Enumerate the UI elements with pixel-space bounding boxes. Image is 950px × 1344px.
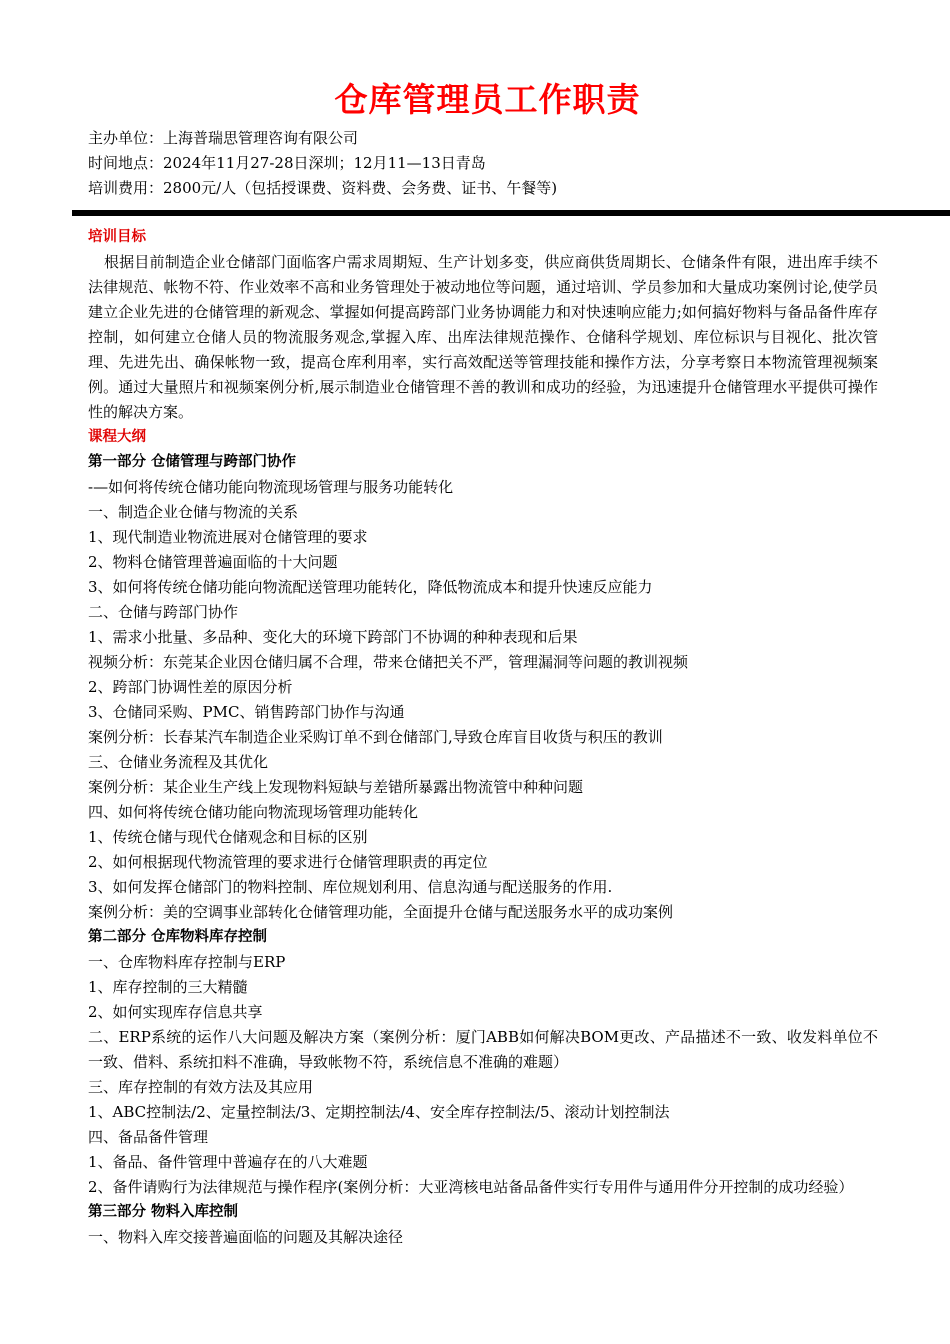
outline-item: 案例分析：美的空调事业部转化仓储管理功能，全面提升仓储与配送服务水平的成功案例 xyxy=(88,903,674,921)
outline-item: 2、物料仓储管理普遍面临的十大问题 xyxy=(88,553,338,571)
outline-item: 三、库存控制的有效方法及其应用 xyxy=(88,1078,314,1096)
outline-item: 3、如何将传统仓储功能向物流配送管理功能转化，降低物流成本和提升快速反应能力 xyxy=(88,578,653,596)
outline-item: 四、备品备件管理 xyxy=(88,1128,209,1146)
section-heading-goal: 培训目标 xyxy=(88,229,146,245)
outline-item: 一、物料入库交接普遍面临的问题及其解决途径 xyxy=(88,1228,404,1246)
outline-item: 案例分析：长春某汽车制造企业采购订单不到仓储部门,导致仓库盲目收货与积压的教训 xyxy=(88,728,663,746)
outline-item: 一、制造企业仓储与物流的关系 xyxy=(88,503,299,521)
section-heading-outline: 课程大纲 xyxy=(88,429,146,445)
outline-item: 二、ERP系统的运作八大问题及解决方案（案例分析：厦门ABB如何解决BOM更改、产品描述不一致、收发料单位不一致、借料、系统扣料不准确，导致帐物不符，系统信息不准确的难题） xyxy=(88,1028,878,1071)
outline-item: 二、仓储与跨部门协作 xyxy=(88,603,239,621)
outline-item: 三、仓储业务流程及其优化 xyxy=(88,753,269,771)
outline-item: 1、现代制造业物流进展对仓储管理的要求 xyxy=(88,528,368,546)
outline-item: 3、如何发挥仓储部门的物料控制、库位规划利用、信息沟通与配送服务的作用. xyxy=(88,878,613,896)
goal-paragraph: 根据目前制造企业仓储部门面临客户需求周期短、生产计划多变，供应商供货周期长、仓储条件有限，进出库手续不法律规范、帐物不符、作业效率不高和业务管理处于被动地位等问题，通过培训、学员参加和大量成功案例讨论,使学员建立企业先进的仓储管理的新观念、掌握如何提高跨部门业务协调能力和对快速响应能力;如何搞好物料与备品备件库存控制，如何建立仓储人员的物流服务观念,掌握入库、出库法律规范操作、仓储科学规划、库位标识与目视化、批次管理、先进先出、确保帐物一致，提高仓库利用率，实行高效配送等管理技能和操作方法，分享考察日本物流管理视频案例。通过大量照片和视频案例分析,展示制造业仓储管理不善的教训和成功的经验，为迅速提升仓储管理水平提供可操作性的解决方案。 xyxy=(88,253,878,421)
header-divider xyxy=(72,210,950,216)
outline-item: 1、备品、备件管理中普遍存在的八大难题 xyxy=(88,1153,368,1171)
outline-list xyxy=(88,450,878,1250)
outline-item: 2、备件请购行为法律规范与操作程序(案例分析：大亚湾核电站备品备件实行专用件与通用件分开控制的成功经验） xyxy=(88,1178,854,1196)
meta-organizer: 主办单位：上海普瑞思管理咨询有限公司 xyxy=(88,129,359,147)
meta-fee: 培训费用：2800元/人（包括授课费、资料费、会务费、证书、午餐等) xyxy=(88,179,558,197)
outline-item: 视频分析：东莞某企业因仓储归属不合理，带来仓储把关不严，管理漏洞等问题的教训视频 xyxy=(88,653,689,671)
part-heading: 第三部分 物料入库控制 xyxy=(88,1204,239,1220)
outline-item: 2、跨部门协调性差的原因分析 xyxy=(88,678,293,696)
outline-item: 3、仓储同采购、PMC、销售跨部门协作与沟通 xyxy=(88,703,405,721)
part-heading: 第一部分 仓储管理与跨部门协作 xyxy=(88,454,297,470)
document-title: 仓库管理员工作职责 xyxy=(334,80,641,119)
outline-item: 一、仓库物料库存控制与ERP xyxy=(88,953,286,971)
outline-item: 1、传统仓储与现代仓储观念和目标的区别 xyxy=(88,828,368,846)
outline-item: 案例分析：某企业生产线上发现物料短缺与差错所暴露出物流管中种种问题 xyxy=(88,778,584,796)
outline-item: 2、如何根据现代物流管理的要求进行仓储管理职责的再定位 xyxy=(88,853,488,871)
meta-block xyxy=(88,126,557,201)
part-heading: 第二部分 仓库物料库存控制 xyxy=(88,929,268,945)
outline-item: 1、需求小批量、多品种、变化大的环境下跨部门不协调的种种表现和后果 xyxy=(88,628,578,646)
meta-time-place: 时间地点：2024年11月27-28日深圳；12月11—13日青岛 xyxy=(88,154,486,172)
outline-item: -—如何将传统仓储功能向物流现场管理与服务功能转化 xyxy=(88,478,454,496)
outline-item: 四、如何将传统仓储功能向物流现场管理功能转化 xyxy=(88,803,419,821)
outline-item: 2、如何实现库存信息共享 xyxy=(88,1003,263,1021)
outline-item: 1、ABC控制法/2、定量控制法/3、定期控制法/4、安全库存控制法/5、滚动计划控制法 xyxy=(88,1103,670,1121)
outline-item: 1、库存控制的三大精髓 xyxy=(88,978,248,996)
document-body xyxy=(88,225,878,1250)
